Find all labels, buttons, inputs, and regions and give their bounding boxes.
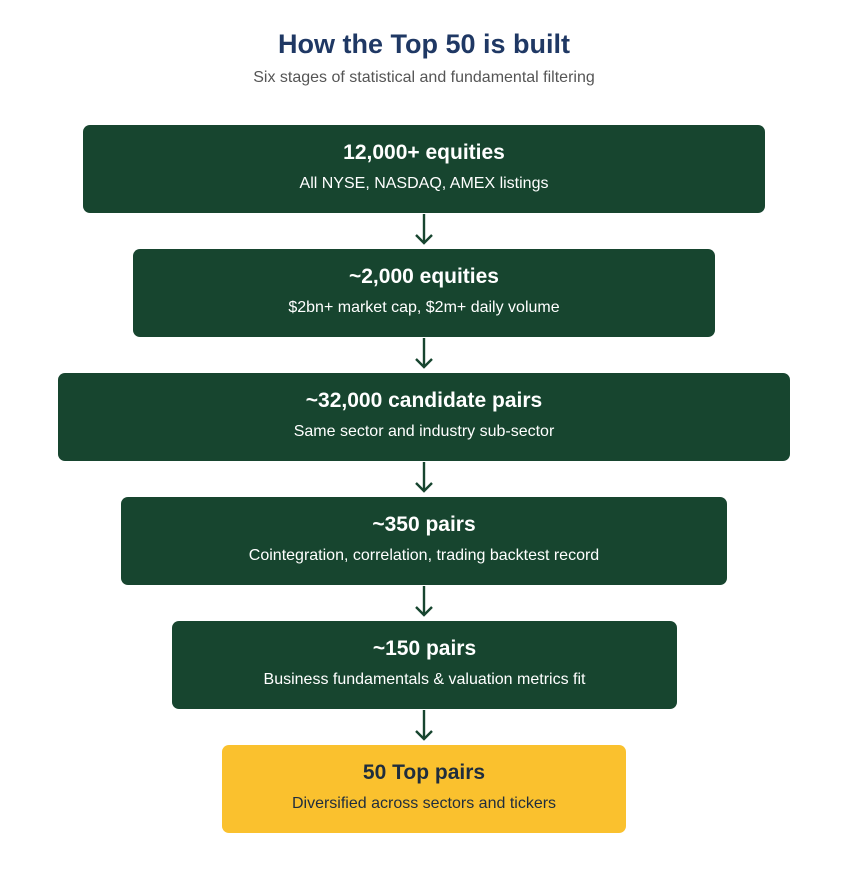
down-arrow-icon	[414, 338, 434, 370]
stage-6-box	[222, 745, 626, 833]
stage-2-title: ~2,000 equities	[348, 265, 499, 288]
stage-3-box	[58, 373, 790, 461]
stage-3-title: ~32,000 candidate pairs	[305, 389, 543, 412]
stage-6-title: 50 Top pairs	[362, 761, 486, 784]
stage-6-description: Diversified across sectors and tickers	[291, 795, 557, 812]
stage-5-description: Business fundamentals & valuation metrics fit	[263, 671, 586, 688]
stage-2-box	[133, 249, 715, 337]
down-arrow-icon	[414, 586, 434, 618]
stage-1-box	[83, 125, 765, 213]
stage-4-description: Cointegration, correlation, trading backtest record	[248, 547, 600, 564]
stage-4-title: ~350 pairs	[372, 513, 476, 536]
stage-2-description: $2bn+ market cap, $2m+ daily volume	[288, 299, 560, 316]
stage-3-description: Same sector and industry sub-sector	[293, 423, 555, 440]
stage-1-title: 12,000+ equities	[343, 141, 505, 164]
diagram-title: How the Top 50 is built	[277, 29, 570, 59]
stage-5-title: ~150 pairs	[372, 637, 477, 660]
stage-1-description: All NYSE, NASDAQ, AMEX listings	[299, 175, 549, 192]
down-arrow-icon	[414, 710, 434, 742]
down-arrow-icon	[414, 462, 434, 494]
stage-5-box	[172, 621, 677, 709]
down-arrow-icon	[414, 214, 434, 246]
diagram-subtitle: Six stages of statistical and fundamental filtering	[253, 69, 595, 86]
stage-4-box	[121, 497, 727, 585]
